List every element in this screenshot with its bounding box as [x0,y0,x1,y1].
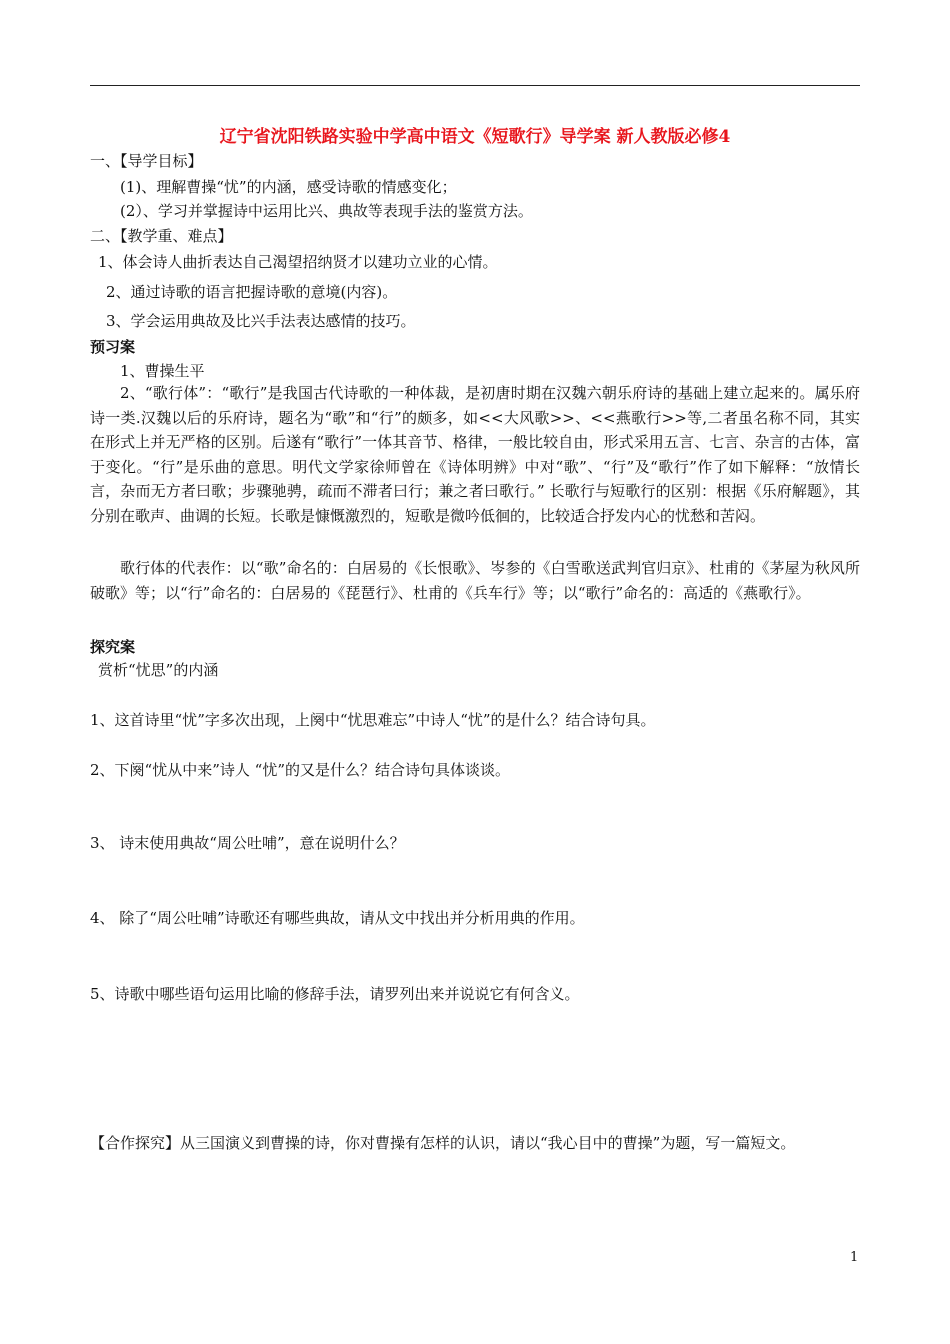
section2-heading: 二、【教学重、难点】 [90,227,233,245]
section2-item-1: 1、体会诗人曲折表达自己渴望招纳贤才以建功立业的心情。 [98,253,498,271]
question-5: 5、诗歌中哪些语句运用比喻的修辞手法，请罗列出来并说说它有何含义。 [90,985,580,1003]
cooperate-task: 【合作探究】从三国演义到曹操的诗，你对曹操有怎样的认识，请以“我心目中的曹操”为题，写一篇短文。 [90,1134,796,1152]
header-rule [90,85,860,86]
question-2: 2、下阕“忧从中来”诗人 “忧”的又是什么？结合诗句具体谈谈。 [90,761,510,779]
preview-paragraph-1: 2、“歌行体”：“歌行”是我国古代诗歌的一种体裁，是初唐时期在汉魏六朝乐府诗的基础上建立起来的。属乐府诗一类.汉魏以后的乐府诗，题名为“歌”和“行”的颇多，如<<大风歌>>、<<燕歌行>>等,二者虽名称不同，其实在形式上并无严格的区别。后遂有“歌行”一体其音节、格律，一般比较自由，形式采用五言、七言、杂言的古体，富于变化。“行”是乐曲的意思。明代文学家徐师曾在《诗体明辨》中对“歌”、“行”及“歌行”作了如下解释：“放情长言，杂而无方者曰歌；步骤驰骋，疏而不滞者曰行；兼之者曰歌行。” 长歌行与短歌行的区别：根据《乐府解题》，其分别在歌声、曲调的长短。长歌是慷慨激烈的，短歌是微吟低徊的，比较适合抒发内心的忧愁和苦闷。 [90,384,860,525]
question-1: 1、这首诗里“忧”字多次出现，上阕中“忧思难忘”中诗人“忧”的是什么？结合诗句具。 [90,711,656,729]
explore-heading: 探究案 [90,638,136,656]
preview-item-1: 1、曹操生平 [120,362,205,380]
section1-item-2: (2）、学习并掌握诗中运用比兴、典故等表现手法的鉴赏方法。 [120,202,533,220]
question-4: 4、 除了“周公吐哺”诗歌还有哪些典故，请从文中找出并分析用典的作用。 [90,909,585,927]
preview-paragraph-2: 歌行体的代表作：以“歌”命名的：白居易的《长恨歌》、岑参的《白雪歌送武判官归京》、杜甫的《茅屋为秋风所破歌》等；以“行”命名的：白居易的《琵琶行》、杜甫的《兵车行》等；以“歌行”命名的：高适的《燕歌行》。 [90,559,860,602]
section1-heading: 一、【导学目标】 [90,152,203,170]
question-3: 3、 诗末使用典故“周公吐哺”，意在说明什么？ [90,834,405,852]
section2-item-2: 2、通过诗歌的语言把握诗歌的意境(内容)。 [106,283,398,301]
preview-heading: 预习案 [90,338,136,356]
document-title: 辽宁省沈阳铁路实验中学高中语文《短歌行》导学案 新人教版必修4 [219,127,731,147]
page-number: 1 [850,1250,859,1265]
section2-item-3: 3、学会运用典故及比兴手法表达感情的技巧。 [106,312,416,330]
explore-subheading: 赏析“忧思”的内涵 [98,661,219,679]
section1-item-1: (1)、理解曹操“忧”的内涵，感受诗歌的情感变化； [120,178,457,196]
